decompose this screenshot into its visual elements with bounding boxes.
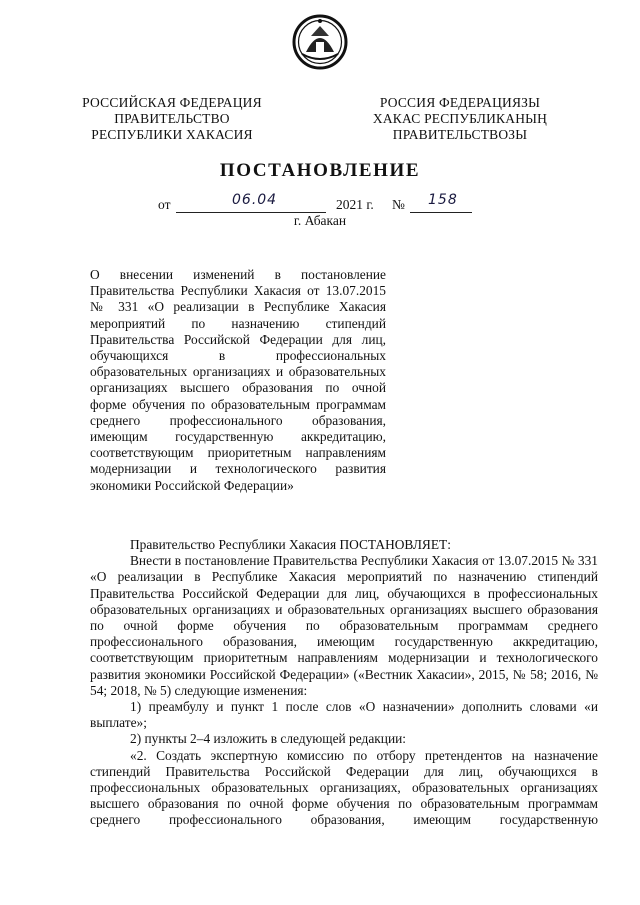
number-handwritten: 158 <box>428 192 458 208</box>
body-paragraph-4: «2. Создать экспертную комиссию по отбору претендентов на назначение стипендий Правительства Российской Федерации для лиц, обучающихся в профессиональных образовательных организациях, образовательных организациях высшего образования по очной форме обучения по образовательным программам среднего профессионального образования, имеющим государственную <box>90 747 598 828</box>
body-paragraph-3: 2) пункты 2–4 изложить в следующей редакции: <box>130 731 406 747</box>
number-label: № <box>392 197 405 212</box>
header-right-block <box>360 95 560 143</box>
date-handwritten: 06.04 <box>232 192 278 208</box>
header-left-line-2: ПРАВИТЕЛЬСТВО <box>114 111 230 126</box>
body-text <box>90 537 598 829</box>
date-year: 2021 г. <box>336 197 374 212</box>
header-left-block <box>72 95 272 143</box>
coat-of-arms-emblem <box>292 14 348 70</box>
city-line: г. Абакан <box>293 213 347 228</box>
header-left-line-1: РОССИЙСКАЯ ФЕДЕРАЦИЯ <box>82 95 262 110</box>
body-paragraph-2: 1) преамбулу и пункт 1 после слов «О назначении» дополнить словами «и выплате»; <box>90 699 598 731</box>
preamble: Правительство Республики Хакасия ПОСТАНОВЛЯЕТ: <box>130 537 451 552</box>
document-title: ПОСТАНОВЛЕНИЕ <box>219 160 421 181</box>
subject-block: О внесении изменений в постановление Правительства Республики Хакасия от 13.07.2015 № 331 «О реализации в Республике Хакасия мероприятий по назначению стипендий Правительства Российской Федерации для лиц, обучающихся в профессиональных образовательных организациях и образовательных организациях высшего образования по очной форме обучения по образовательным программам среднего профессионального образования, имеющим государственную аккредитацию, соответствующим приоритетным направлениям модернизации и технологического развития экономики Российской Федерации» <box>90 267 386 493</box>
date-prefix: от <box>158 197 171 212</box>
header-right-line-2: ХАКАС РЕСПУБЛИКАНЫҢ <box>372 111 548 126</box>
header-left-line-3: РЕСПУБЛИКИ ХАКАСИЯ <box>91 127 253 142</box>
header-right-line-3: ПРАВИТЕЛЬСТВОЗЫ <box>392 127 528 142</box>
header-right-line-1: РОССИЯ ФЕДЕРАЦИЯЗЫ <box>379 95 541 110</box>
body-paragraph-1: Внести в постановление Правительства Республики Хакасия от 13.07.2015 № 331 «О реализации в Республике Хакасия мероприятий по назначению стипендий Правительства Российской Федерации для лиц, обучающихся в профессиональных образовательных организациях и образовательных организациях высшего образования по очной форме обучения по образовательным программам среднего профессионального образования, имеющим государственную аккредитацию, соответствующим приоритетным направлениям модернизации и технологического развития экономики Российской Федерации» («Вестник Хакасии», 2015, № 58; 2016, № 54; 2018, № 5) следующие изменения: <box>90 553 598 698</box>
